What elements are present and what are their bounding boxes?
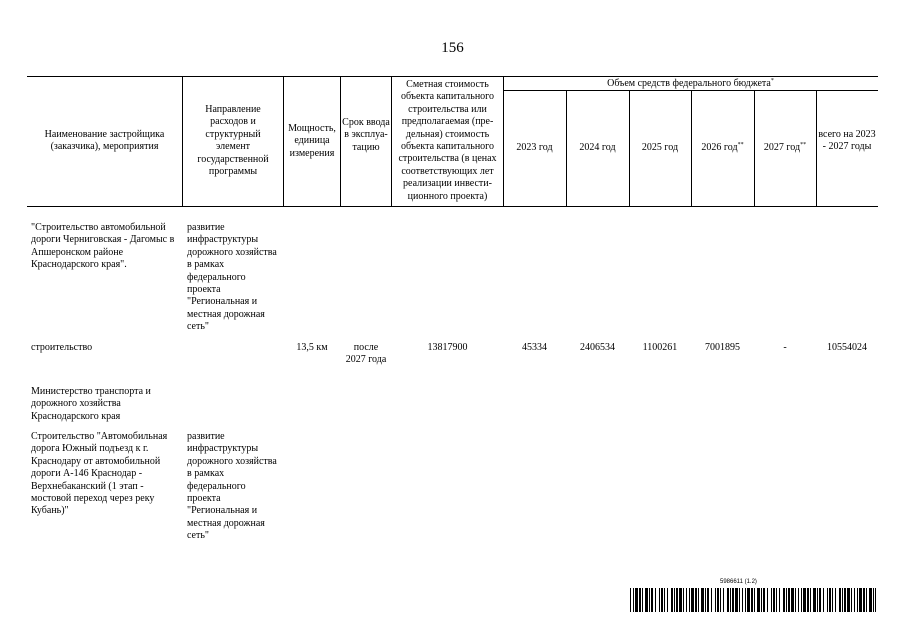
barcode-bar [776,588,777,612]
barcode-bar [754,588,755,612]
barcode-bar [859,588,862,612]
barcode-bar [757,588,760,612]
barcode-bar [723,588,724,612]
barcode-bar [866,588,867,612]
barcode-bar [651,588,653,612]
header-2026 [691,142,754,154]
row2-2023: 45334 [522,342,547,353]
barcode-bar [676,588,678,612]
barcode-bar [751,588,753,612]
barcode-bar [691,588,694,612]
barcode-bar [832,588,833,612]
barcode-bar [679,588,682,612]
barcode-bar [739,588,740,612]
barcode-bar [674,588,675,612]
barcode-bar [795,588,796,612]
barcode-bar [788,588,790,612]
barcode-bar [839,588,841,612]
header-total: всего на 2023 - 2027 годы [818,129,876,153]
barcode-bar [819,588,821,612]
barcode-bar [835,588,836,612]
barcode-bar [863,588,865,612]
barcode-bar [659,588,660,612]
header-term: Срок ввода в эксплуа-тацию [342,117,390,153]
barcode-bar [854,588,855,612]
header-budget-group-mark: * [770,78,774,84]
barcode-bar [829,588,831,612]
barcode-bar [630,588,631,612]
header-cost: Сметная стоимость объекта капитального строительства или предполагаемая (пре-дельная) стоимость объекта капитального строительства (в ценах соответствующих лет реализации инвести-ционного проекта) [398,79,497,202]
row2-name: строительство [31,342,93,353]
row2-cost: 13817900 [427,342,468,353]
row2-total: 10554024 [827,342,867,353]
barcode-bar [791,588,794,612]
header-2026-mark: ** [737,142,744,148]
barcode-bar [667,588,668,612]
header-budget-group [503,78,878,90]
header-direction: Направление расходов и структурный элемент государственной программы [197,104,269,178]
barcode-bar [742,588,743,612]
barcode-bar [875,588,876,612]
barcode-bar [735,588,738,612]
barcode-bar [645,588,648,612]
header-2025: 2025 год [641,142,679,153]
barcode-bar [695,588,697,612]
barcode-bar [773,588,775,612]
barcode-bar [715,588,716,612]
row2-capacity: 13,5 км [296,342,328,353]
header-budget-group-label: Объем средств федерального бюджета [607,78,771,89]
barcode-bar [779,588,780,612]
barcode-bar [730,588,731,612]
barcode-bar [707,588,709,612]
barcode-bar [783,588,785,612]
barcode-bar [664,588,665,612]
header-2026-label: 2026 год [701,142,738,153]
barcode-bar [851,588,852,612]
barcode-bar [873,588,874,612]
barcode-bar [689,588,690,612]
barcode-label: 5986611 (1.2) [720,579,757,585]
barcode-bar [717,588,719,612]
barcode-bar [827,588,828,612]
header-2024: 2024 год [579,142,616,153]
barcode-bar [649,588,650,612]
barcode-bar [813,588,816,612]
barcode-bar [727,588,729,612]
row1-direction: развитие инфраструктуры дорожного хозяйства в рамках федерального проекта "Региональная и местная дорожная сеть" [187,222,277,333]
barcode-bar [745,588,746,612]
barcode-bar [642,588,643,612]
barcode-bar [671,588,673,612]
barcode-bar [705,588,706,612]
barcode-bar [857,588,858,612]
header-name: Наименование застройщика (заказчика), мероприятия [44,129,165,153]
header-2027 [754,142,816,154]
barcode-bar [801,588,802,612]
barcode-bar [810,588,811,612]
barcode-bar [823,588,824,612]
row1-name: "Строительство автомобильной дороги Черниговская - Дагомыс в Апшеронском районе Краснодарского края". [31,222,175,271]
header-2027-mark: ** [800,142,807,148]
row2-2026: 7001895 [705,342,740,353]
barcode-bar [786,588,787,612]
barcode-bar [633,588,634,612]
barcode-bar [807,588,809,612]
barcode-bar [701,588,704,612]
barcode-bar [732,588,734,612]
header-2027-label: 2027 год [763,142,801,153]
barcode [630,588,876,612]
barcode-bar [817,588,818,612]
barcode-bar [686,588,687,612]
barcode-bar [763,588,765,612]
row2-2025: 1100261 [642,342,678,353]
barcode-bar [683,588,684,612]
header-2023: 2023 год [516,142,553,153]
barcode-bar [798,588,799,612]
barcode-bar [711,588,712,612]
barcode-bar [844,588,846,612]
barcode-bar [747,588,750,612]
barcode-bar [720,588,721,612]
row2-term: после 2027 года [345,342,387,366]
barcode-bar [698,588,699,612]
row3-name: Министерство транспорта и дорожного хозяйства Краснодарского края [31,386,151,422]
barcode-bar [655,588,656,612]
row2-2027: - [783,342,787,353]
barcode-bar [803,588,806,612]
barcode-bar [661,588,663,612]
barcode-bar [869,588,872,612]
page-number: 156 [441,40,464,56]
row2-2024: 2406534 [580,342,615,353]
barcode-bar [847,588,850,612]
barcode-bar [767,588,768,612]
row4-name: Строительство "Автомобильная дорога Южный подъезд к г. Краснодару от автомобильной дороги А-146 Краснодар - Верхнебаканский (1 этап - мостовой переход через реку Кубань)" [31,431,168,517]
barcode-bar [842,588,843,612]
barcode-bar [761,588,762,612]
barcode-bar [635,588,638,612]
header-capacity: Мощность, единица измерения [288,123,336,159]
row4-direction: развитие инфраструктуры дорожного хозяйства в рамках федерального проекта "Региональная и местная дорожная сеть" [187,431,277,542]
barcode-bar [639,588,641,612]
barcode-bar [771,588,772,612]
